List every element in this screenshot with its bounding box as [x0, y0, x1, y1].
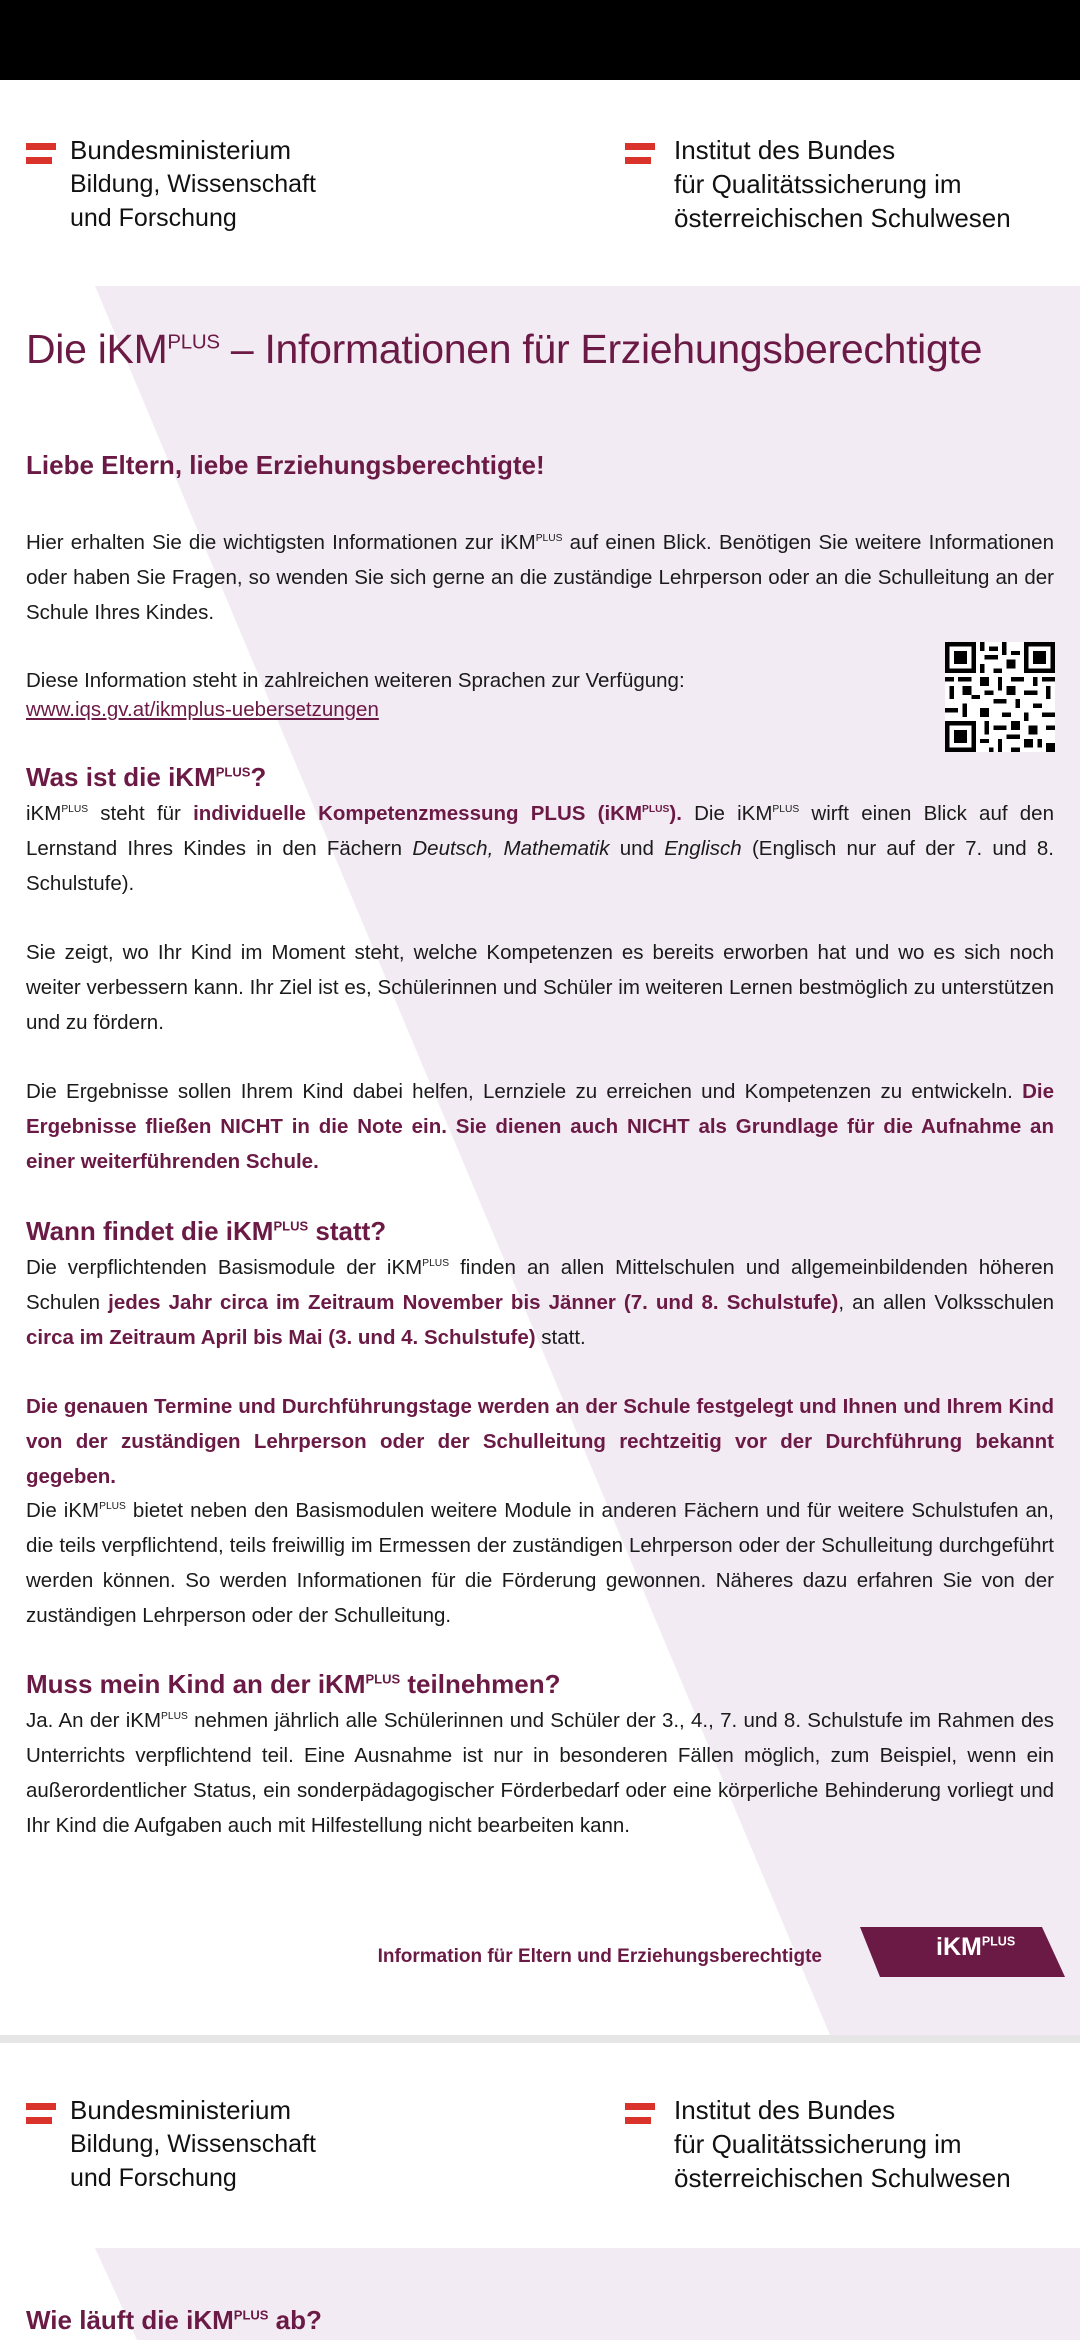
- translations-link[interactable]: www.iqs.gv.at/ikmplus-uebersetzungen: [26, 698, 379, 721]
- ikm-plus-badge: [860, 1927, 1065, 1977]
- status-bar: [0, 0, 1080, 80]
- section1-paragraph-2: Sie zeigt, wo Ihr Kind im Moment steht, welche Kompetenzen es bereits erworben hat und wo es sich noch weiter verbessern kann. Ihr Ziel ist es, Schülerinnen und Schüler im weiteren Lernen bestmöglich zu unterstützen und zu fördern.: [26, 941, 1054, 1034]
- iqs-logo-line1: Institut des Bundes: [674, 2095, 896, 2125]
- title-suffix: – Informationen für Erziehungsberechtigte: [219, 326, 983, 372]
- iqs-logo-line1: Institut des Bundes: [674, 135, 896, 165]
- section2-paragraph-3: Die iKM$^{PLUS}$ bietet neben den Basismodulen weitere Module in anderen Fächern und für weitere Schulstufen an, die teils verpflichtend, teils freiwillig im Ermessen der zuständigen Lehrperson oder der Schulleitung durchgeführt werden können. So werden Informationen für die Förderung gewonnen. Näheres dazu erfahren Sie von der zuständigen Lehrperson oder der Schulleitung.: [26, 1499, 1054, 1627]
- ministry-logo-line1: Bundesministerium: [70, 2095, 292, 2125]
- section3-paragraph-1: Ja. An der iKM$^{PLUS}$ nehmen jährlich alle Schülerinnen und Schüler der 3., 4., 7. und 8. Schulstufe im Rahmen des Unterrichts verpflichtend teil. Eine Ausnahme ist nur in besonderen Fällen möglich, zum Beispiel, wenn ein außerordentlicher Status, ein sonderpädagogischer Förderbedarf oder eine körperliche Behinderung vorliegt und Ihr Kind die Aufgaben auch mit Hilfestellung nicht bearbeiten kann.: [26, 1709, 1054, 1837]
- ministry-logo-line2: Bildung, Wissenschaft: [70, 170, 316, 198]
- section2-paragraph-2: Die genauen Termine und Durchführungstage werden an der Schule festgelegt und Ihnen und Ihrem Kind von der zuständigen Lehrperson oder der Schulleitung rechtzeitig vor der Durchführung bekannt gegeben.: [26, 1395, 1054, 1488]
- austria-flag-icon: [625, 143, 655, 165]
- iqs-logo-line3: österreichischen Schulwesen: [674, 2163, 1011, 2193]
- languages-text: Diese Information steht in zahlreichen weiteren Sprachen zur Verfügung:: [26, 669, 685, 692]
- page-title: [26, 326, 982, 373]
- section2-paragraph-1: Die verpflichtenden Basismodule der iKM$^{PLUS}$ finden an allen Mittelschulen und allgemeinbildenden höheren Schulen jedes Jahr circa im Zeitraum November bis Jänner (7. und 8. Schulstufe), an allen Volksschulen circa im Zeitraum April bis Mai (3. und 4. Schulstufe) statt.: [26, 1256, 1055, 1349]
- section-heading-procedure: Wie läuft die iKM$^{PLUS}$ ab?: [26, 2305, 322, 2335]
- document-page-1: [0, 80, 1080, 2035]
- badge-text: iKM$^{PLUS}$: [936, 1933, 1016, 1961]
- qr-code-icon: [945, 642, 1055, 752]
- ministry-logo-line1: Bundesministerium: [70, 135, 292, 165]
- ministry-logo: [70, 2093, 316, 2195]
- section1-paragraph-3: Die Ergebnisse sollen Ihrem Kind dabei helfen, Lernziele zu erreichen und Kompetenzen zu entwickeln. Die Ergebnisse fließen NICHT in die Note ein. Sie dienen auch NICHT als Grundlage für die Aufnahme an einer weiterführenden Schule.: [26, 1080, 1054, 1173]
- title-prefix: Die iKM: [26, 326, 168, 372]
- section-heading-what: Was ist die iKM$^{PLUS}$?: [26, 762, 267, 792]
- section1-paragraph-1: iKM$^{PLUS}$ steht für individuelle Kompetenzmessung PLUS (iKM$^{PLUS}$). Die iKM$^{PLUS}$ wirft einen Blick auf den Lernstand Ihres Kindes in den Fächern Deutsch, Mathematik und Englisch (Englisch nur auf der 7. und 8. Schulstufe).: [26, 802, 1054, 895]
- ministry-logo-line2: Bildung, Wissenschaft: [70, 2130, 316, 2158]
- title-sup: PLUS: [167, 330, 220, 354]
- iqs-logo-line2: für Qualitätssicherung im: [674, 169, 962, 199]
- austria-flag-icon: [625, 2103, 655, 2125]
- page-divider: [0, 2035, 1080, 2043]
- section-heading-participation: Muss mein Kind an der iKM$^{PLUS}$ teilnehmen?: [26, 1669, 561, 1699]
- ministry-logo: [70, 133, 316, 235]
- austria-flag-icon: [26, 2103, 56, 2125]
- greeting-heading: Liebe Eltern, liebe Erziehungsberechtigte!: [26, 450, 545, 480]
- iqs-logo: [674, 133, 1011, 235]
- languages-block: [26, 663, 926, 722]
- austria-flag-icon: [26, 143, 56, 165]
- ministry-logo-line3: und Forschung: [70, 2164, 237, 2192]
- iqs-logo-line2: für Qualitätssicherung im: [674, 2129, 962, 2159]
- iqs-logo: [674, 2093, 1011, 2195]
- ministry-logo-line3: und Forschung: [70, 204, 237, 232]
- footer-label: Information für Eltern und Erziehungsberechtigte: [377, 1946, 822, 1967]
- document-page-2: [0, 2043, 1080, 2340]
- iqs-logo-line3: österreichischen Schulwesen: [674, 203, 1011, 233]
- section-heading-when: Wann findet die iKM$^{PLUS}$ statt?: [26, 1216, 387, 1246]
- intro-paragraph: Hier erhalten Sie die wichtigsten Informationen zur iKM$^{PLUS}$ auf einen Blick. Benötigen Sie weitere Informationen oder haben Sie Fragen, so wenden Sie sich gerne an die zuständige Lehrperson oder an die Schulleitung an der Schule Ihres Kindes.: [26, 531, 1054, 624]
